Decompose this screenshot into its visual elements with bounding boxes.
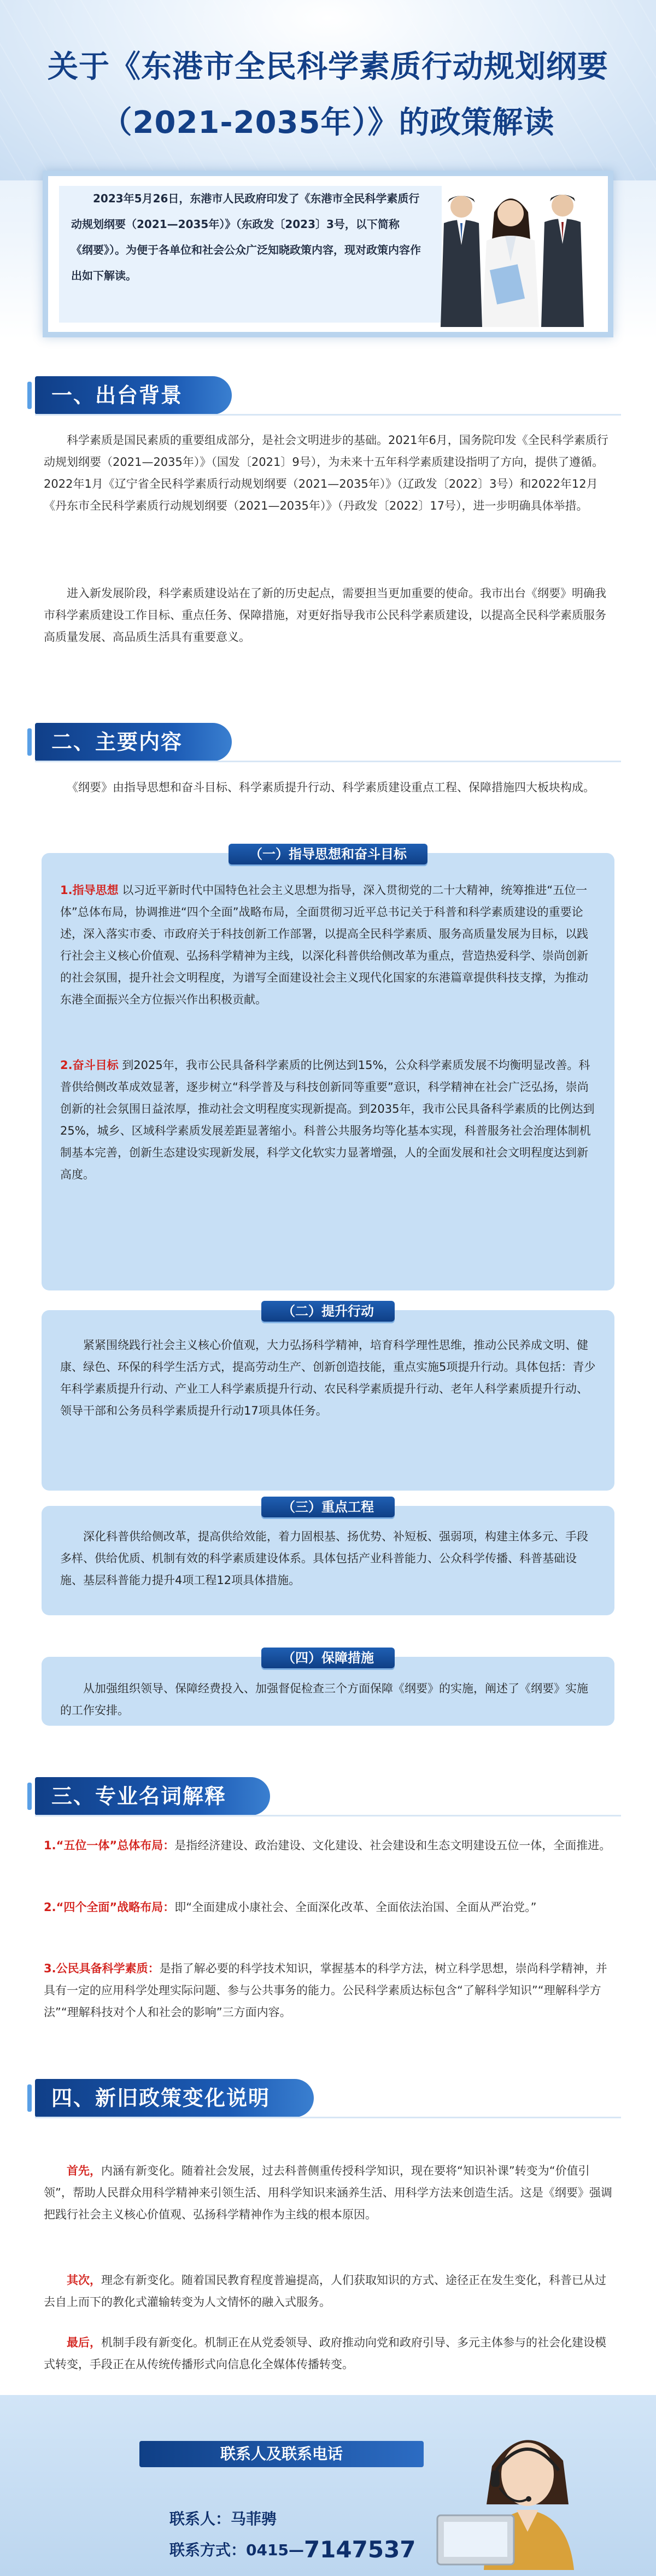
section-header-policy-changes: 四、新旧政策变化说明 [35, 2079, 314, 2117]
term-scientific-literacy-label: 3.公民具备科学素质： [44, 1962, 160, 1975]
term-five-in-one [44, 1835, 612, 1856]
divider [35, 1815, 621, 1816]
change-third-text: 机制手段有新变化。机制正在从党委领导、政府推动向党和政府引导、多元主体参与的社会化建设模式转变，手段正在从传统传播形式向信息化全媒体传播转变。 [44, 2336, 606, 2371]
section-header-main-content: 二、主要内容 [35, 723, 232, 761]
contact-phone-label: 联系方式： [169, 2541, 247, 2559]
contact-phone-prefix: 0415— [246, 2541, 304, 2559]
contact-person-name: 马菲骋 [231, 2510, 277, 2528]
panel-label-improvement-actions: （二）提升行动 [261, 1301, 395, 1322]
page-title-line1: 关于《东港市全民科学素质行动规划纲要 [48, 49, 608, 85]
contact-header-bar: 联系人及联系电话 [139, 2441, 424, 2467]
contact-phone [169, 2536, 416, 2563]
panel-label-guiding-ideology: （一）指导思想和奋斗目标 [229, 844, 427, 864]
panel-label-safeguards: （四）保障措施 [261, 1648, 395, 1668]
contact-phone-number: 7147537 [303, 2536, 416, 2563]
contact-person-label: 联系人： [169, 2510, 231, 2528]
improvement-actions-text: 紧紧围绕践行社会主义核心价值观，大力弘扬科学精神，培育科学理性思维，推动公民养成文明、健康、绿色、环保的科学生活方式，提高劳动生产、创新创造技能，重点实施5项提升行动。具体包括：青少年科学素质提升行动、产业工人科学素质提升行动、农民科学素质提升行动、老年人科学素质提升行动、领导干部和公务员科学素质提升行动17项具体任务。 [60, 1339, 596, 1417]
change-third [44, 2332, 612, 2375]
term-scientific-literacy [44, 1958, 612, 2023]
goals-body: 到2025年，我市公民具备科学素质的比例达到15%，公众科学素质发展不均衡明显改善。科普供给侧改革成效显著，逐步树立“科学普及与科技创新同等重要”意识，科学精神在社会广泛弘扬，崇尚创新的社会氛围日益浓厚，推动社会文明程度实现新提高。到2035年，我市公民具备科学素质的比例达到25%，城乡、区域科学素质发展差距显著缩小。科普公共服务均等化基本实现，科普服务社会治理体制机制基本完善，创新生态建设实现新发展，科学文化软实力显著增强，人的全面发展和社会文明程度达到新高度。 [60, 1059, 595, 1181]
divider [35, 2117, 621, 2118]
safeguards-text: 从加强组织领导、保障经费投入、加强督促检查三个方面保障《纲要》的实施，阐述了《纲要》实施的工作安排。 [60, 1682, 588, 1717]
change-first [44, 2160, 612, 2225]
change-first-text: 内涵有新变化。随着社会发展，过去科普侧重传授科学知识，现在要将“知识补课”转变为“价值引领”，帮助人民群众用科学精神来引领生活、用科学知识来涵养生活、用科学方法来创造生活。这是《纲要》强调把践行社会主义核心价值观、弘扬科学精神作为主线的根本原因。 [44, 2164, 612, 2221]
change-second-text: 理念有新变化。随着国民教育程度普遍提高，人们获取知识的方式、途径正在发生变化，科普已从过去自上而下的教化式灌输转变为人文情怀的融入式服务。 [44, 2274, 606, 2309]
change-third-label: 最后， [67, 2336, 101, 2349]
guiding-ideology-body: 以习近平新时代中国特色社会主义思想为指导，深入贯彻党的二十大精神，统筹推进“五位一体”总体布局，协调推进“四个全面”战略布局，全面贯彻习近平总书记关于科普和科学素质建设的重要论述，深入落实市委、市政府关于科技创新工作部署，以提高全民科学素质、服务高质量发展为目标，以践行社会主义核心价值观、弘扬科学精神为主线，以深化科普供给侧改革为重点，营造热爱科学、崇尚创新的社会氛围，提升社会文明程度，为谱写全面建设社会主义现代化国家的东港篇章提供科技支撑，为推动东港全面振兴全方位振兴作出积极贡献。 [60, 884, 588, 1006]
intro-box [43, 171, 613, 337]
divider [35, 761, 621, 762]
term-four-comprehensives [44, 1896, 612, 1918]
customer-service-operator-icon [432, 2406, 629, 2570]
section-header-terms: 三、专业名词解释 [35, 1777, 270, 1815]
panel-label-key-projects: （三）重点工程 [261, 1497, 395, 1517]
term-five-in-one-text: 是指经济建设、政治建设、文化建设、社会建设和生态文明建设五位一体，全面推进。 [174, 1839, 611, 1852]
divider [35, 414, 621, 416]
page-title-line2: （2021-2035年）》的政策解读 [101, 105, 555, 141]
term-five-in-one-label: 1.“五位一体”总体布局： [44, 1839, 175, 1852]
header-banner [0, 0, 656, 180]
goals-text [60, 1054, 596, 1185]
term-four-comprehensives-text: 即“全面建成小康社会、全面深化改革、全面依法治国、全面从严治党。” [174, 1901, 537, 1914]
section-header-background: 一、出台背景 [35, 376, 232, 414]
intro-text: 2023年5月26日，东港市人民政府印发了《东港市全民科学素质行动规划纲要（2021—2035年）》（东政发〔2023〕3号，以下简称《纲要》）。为便于各单位和社会公众广泛知晓政策内容，现对政策内容作出如下解读。 [71, 192, 421, 282]
change-first-label: 首先， [67, 2164, 101, 2177]
business-people-icon [429, 179, 593, 332]
change-second [44, 2269, 612, 2313]
background-paragraph-1: 科学素质是国民素质的重要组成部分，是社会文明进步的基础。2021年6月，国务院印发《全民科学素质行动规划纲要（2021—2035年）》（国发〔2021〕9号），为未来十五年科学素质建设指明了方向，提供了遵循。2022年1月《辽宁省全民科学素质行动规划纲要（2021—2035年）》（辽政发〔2022〕3号）和2022年12月《丹东市全民科学素质行动规划纲要（2021—2035年）》（丹政发〔2022〕17号），进一步明确具体举措。 [44, 434, 608, 512]
main-content-intro: 《纲要》由指导思想和奋斗目标、科学素质提升行动、科学素质建设重点工程、保障措施四大板块构成。 [67, 781, 595, 794]
guiding-ideology-text [60, 879, 596, 1010]
goals-label: 2.奋斗目标 [60, 1059, 119, 1072]
background-paragraph-2: 进入新发展阶段，科学素质建设站在了新的历史起点，需要担当更加重要的使命。我市出台《纲要》明确我市科学素质建设工作目标、重点任务、保障措施，对更好指导我市公民科学素质建设，以提高全民科学素质服务高质量发展、高品质生活具有重要意义。 [44, 587, 606, 644]
change-second-label: 其次， [67, 2274, 101, 2287]
term-four-comprehensives-label: 2.“四个全面”战略布局： [44, 1901, 175, 1914]
guiding-ideology-label: 1.指导思想 [60, 884, 119, 897]
key-projects-text: 深化科普供给侧改革，提高供给效能，着力固根基、扬优势、补短板、强弱项，构建主体多元、手段多样、供给优质、机制有效的科学素质建设体系。具体包括产业科普能力、公众科学传播、科普基础设施、基层科普能力提升4项工程12项具体措施。 [60, 1530, 588, 1587]
contact-person [169, 2507, 277, 2529]
term-scientific-literacy-text: 是指了解必要的科学技术知识，掌握基本的科学方法，树立科学思想，崇尚科学精神，并具有一定的应用科学处理实际问题、参与公共事务的能力。公民科学素质达标包含“了解科学知识”“理解科学方法”“理解科技对个人和社会的影响”三方面内容。 [44, 1962, 607, 2019]
